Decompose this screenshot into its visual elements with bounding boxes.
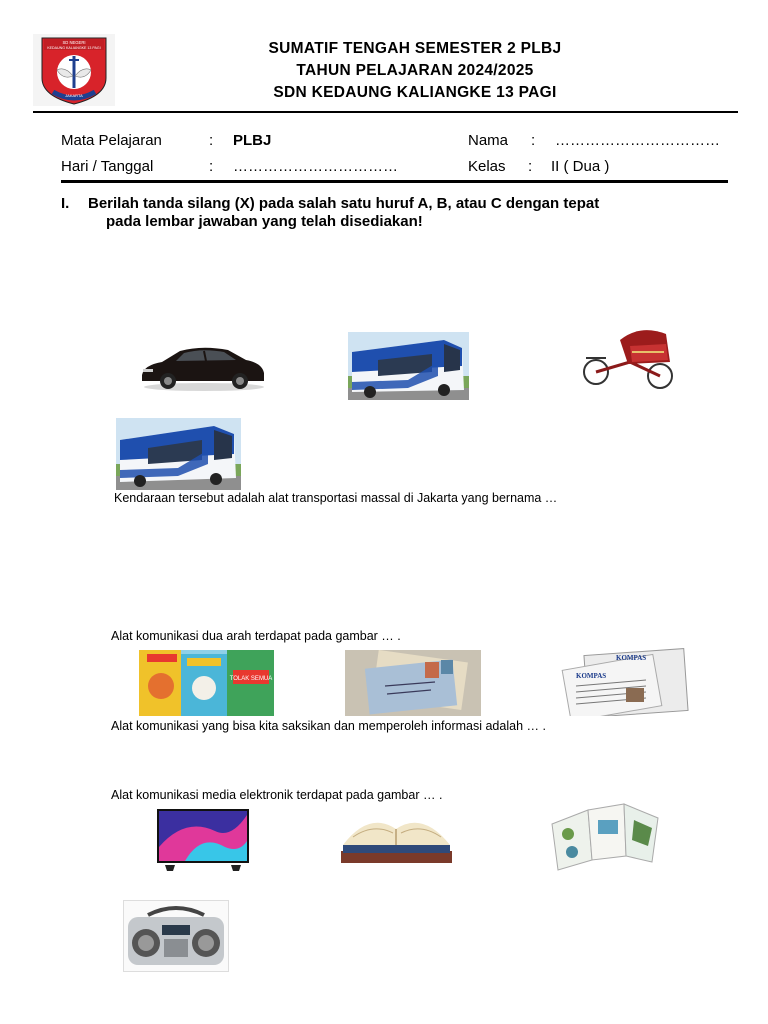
header-school: SDN KEDAUNG KALIANGKE 13 PAGI [273, 84, 557, 101]
bus-image [348, 332, 469, 400]
svg-text:JAKARTA: JAKARTA [65, 93, 83, 98]
radio-image [123, 900, 229, 972]
name-label: Nama [468, 132, 509, 149]
open-book-image [339, 809, 454, 866]
newspaper-image [556, 648, 690, 716]
question-text: Kendaraan tersebut adalah alat transportasi massal di Jakarta yang bernama … [114, 491, 558, 505]
instruction-line-1: Berilah tanda silang (X) pada salah satu huruf A, B, atau C dengan tepat [88, 195, 600, 212]
class-colon: : [528, 158, 533, 175]
info-divider [61, 180, 728, 183]
instruction-number: I. [61, 195, 70, 212]
class-label: Kelas [468, 158, 506, 175]
svg-text:KOMPAS: KOMPAS [576, 672, 607, 680]
brochure-image [548, 800, 663, 872]
car-image [136, 335, 270, 395]
children-books-image [139, 650, 274, 716]
question-text: Alat komunikasi yang bisa kita saksikan dan memperoleh informasi adalah … . [111, 719, 546, 733]
question-text: Alat komunikasi dua arah terdapat pada gambar … . [111, 629, 401, 643]
name-field[interactable]: …………………………… [555, 132, 720, 149]
subject-value: PLBJ [233, 132, 272, 149]
question-bus-image [116, 418, 241, 490]
school-logo [33, 34, 115, 106]
letters-image [345, 650, 481, 716]
svg-text:KOMPAS: KOMPAS [616, 654, 647, 662]
question-text: Alat komunikasi media elektronik terdapat pada gambar … . [111, 788, 443, 802]
name-colon: : [531, 132, 536, 149]
day-colon: : [209, 158, 214, 175]
header-divider [33, 111, 738, 113]
svg-text:SD NEGERI: SD NEGERI [62, 40, 86, 45]
class-value: II ( Dua ) [551, 158, 610, 175]
instruction-line-2: pada lembar jawaban yang telah disediakan! [106, 213, 423, 230]
svg-text:TOLAK SEMUA: TOLAK SEMUA [229, 676, 273, 682]
day-field[interactable]: …………………………… [233, 158, 398, 175]
day-label: Hari / Tanggal [61, 158, 154, 175]
subject-colon: : [209, 132, 214, 149]
subject-label: Mata Pelajaran [61, 132, 162, 149]
svg-text:KEDAUNG KALIANGKE 13 PAGI: KEDAUNG KALIANGKE 13 PAGI [47, 46, 101, 50]
television-image [155, 807, 251, 873]
becak-image [580, 322, 687, 392]
header-year: TAHUN PELAJARAN 2024/2025 [296, 62, 534, 79]
header-title: SUMATIF TENGAH SEMESTER 2 PLBJ [268, 40, 562, 57]
